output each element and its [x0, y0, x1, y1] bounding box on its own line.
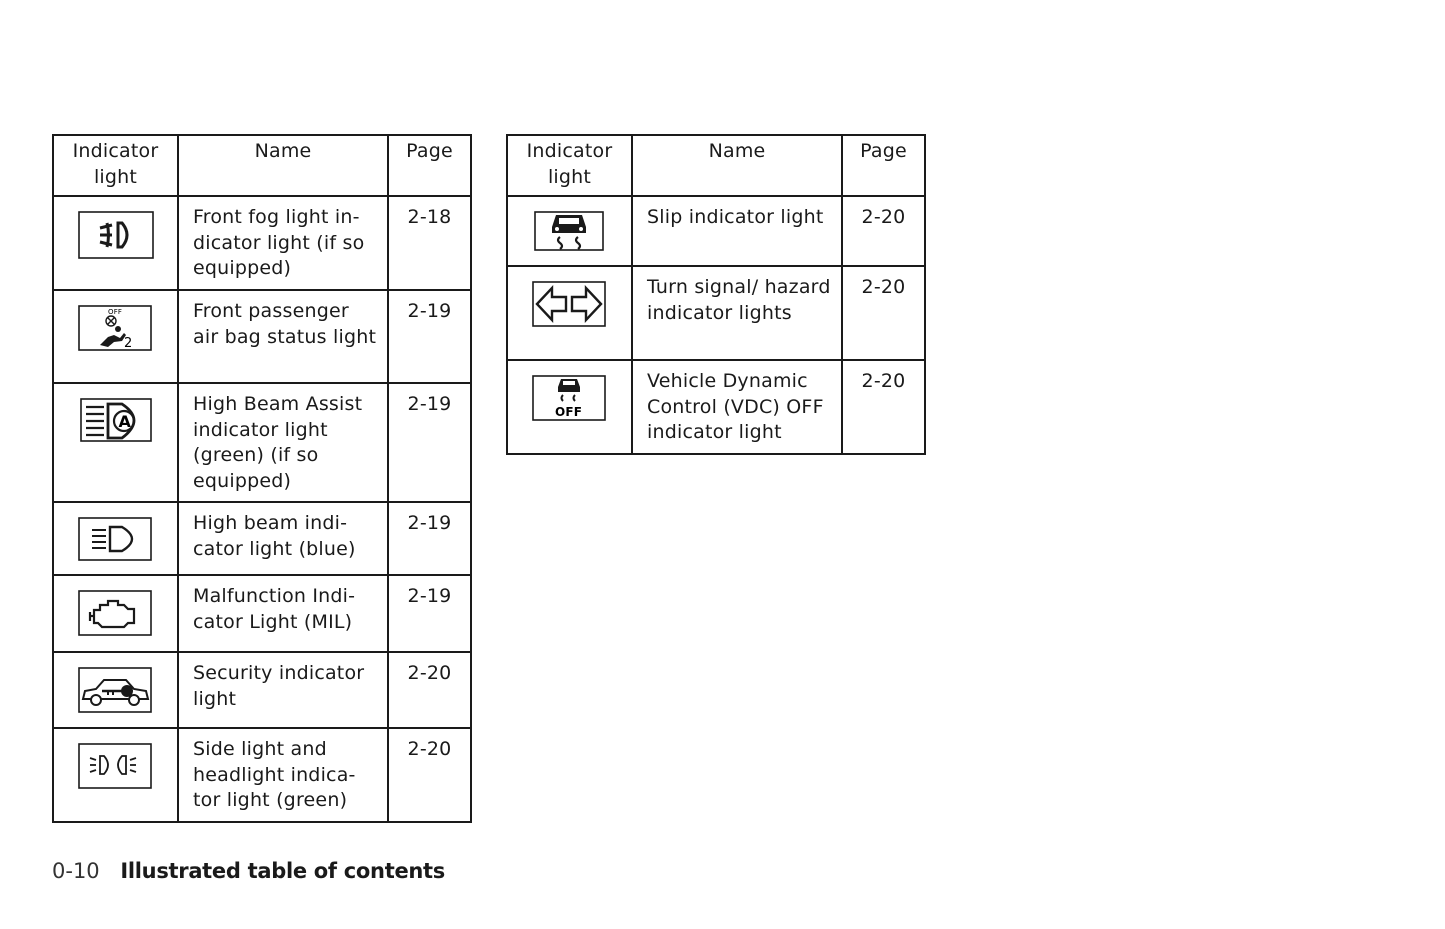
page-ref-link[interactable]: 2-19	[388, 502, 471, 575]
table-row	[53, 728, 471, 822]
front-fog-light-icon	[78, 211, 154, 259]
engine-malfunction-icon	[78, 590, 154, 638]
high-beam-icon	[78, 517, 154, 563]
row-name: High beam indi- cator light (blue)	[178, 502, 388, 575]
header-indicator-light: Indicator light	[507, 135, 632, 196]
page-ref-link[interactable]: 2-20	[842, 196, 925, 266]
table-row	[53, 196, 471, 290]
indicator-table-right	[506, 134, 926, 455]
row-name: Front passenger air bag status light	[178, 290, 388, 383]
svg-text:OFF: OFF	[554, 405, 582, 419]
row-name: Front fog light in- dicator light (if so equipped)	[178, 196, 388, 290]
svg-text:2: 2	[123, 336, 132, 351]
side-light-headlight-icon	[78, 743, 154, 791]
vdc-off-icon	[532, 375, 608, 423]
table-header-row	[507, 135, 925, 196]
table-row	[53, 383, 471, 502]
page-ref-link[interactable]: 2-18	[388, 196, 471, 290]
table-row	[507, 266, 925, 360]
row-name: Turn signal/ hazard indicator lights	[632, 266, 842, 360]
header-indicator-light: Indicator light	[53, 135, 178, 196]
page-ref-link[interactable]: 2-19	[388, 290, 471, 383]
page-ref-link[interactable]: 2-19	[388, 383, 471, 502]
table-row	[53, 290, 471, 383]
page-ref-link[interactable]: 2-20	[388, 652, 471, 728]
page-ref-link[interactable]: 2-20	[842, 266, 925, 360]
row-name: Side light and headlight indica- tor light (green)	[178, 728, 388, 822]
turn-signal-arrows-icon	[532, 281, 608, 329]
header-page: Page	[842, 135, 925, 196]
svg-text:A: A	[118, 412, 131, 431]
header-page: Page	[388, 135, 471, 196]
section-title: Illustrated table of contents	[120, 859, 445, 883]
indicator-table-left	[52, 134, 472, 823]
header-name: Name	[178, 135, 388, 196]
table-row	[507, 360, 925, 454]
table-row	[53, 502, 471, 575]
row-name: Slip indicator light	[632, 196, 842, 266]
row-name: High Beam Assist indicator light (green) (if so equipped)	[178, 383, 388, 502]
slip-skid-car-icon	[534, 211, 606, 253]
row-name: Vehicle Dynamic Control (VDC) OFF indicator light	[632, 360, 842, 454]
security-car-key-icon	[78, 667, 154, 715]
table-header-row	[53, 135, 471, 196]
row-name: Malfunction Indi- cator Light (MIL)	[178, 575, 388, 652]
table-row	[53, 575, 471, 652]
page-footer	[52, 859, 445, 883]
page-ref-link[interactable]: 2-20	[388, 728, 471, 822]
passenger-airbag-off-icon	[78, 305, 154, 353]
table-row	[53, 652, 471, 728]
page-ref-link[interactable]: 2-20	[842, 360, 925, 454]
page-ref-link[interactable]: 2-19	[388, 575, 471, 652]
svg-text:OFF: OFF	[107, 308, 122, 316]
page-number: 0-10	[52, 859, 100, 883]
header-name: Name	[632, 135, 842, 196]
table-row	[507, 196, 925, 266]
high-beam-assist-icon	[80, 398, 152, 444]
row-name: Security indicator light	[178, 652, 388, 728]
